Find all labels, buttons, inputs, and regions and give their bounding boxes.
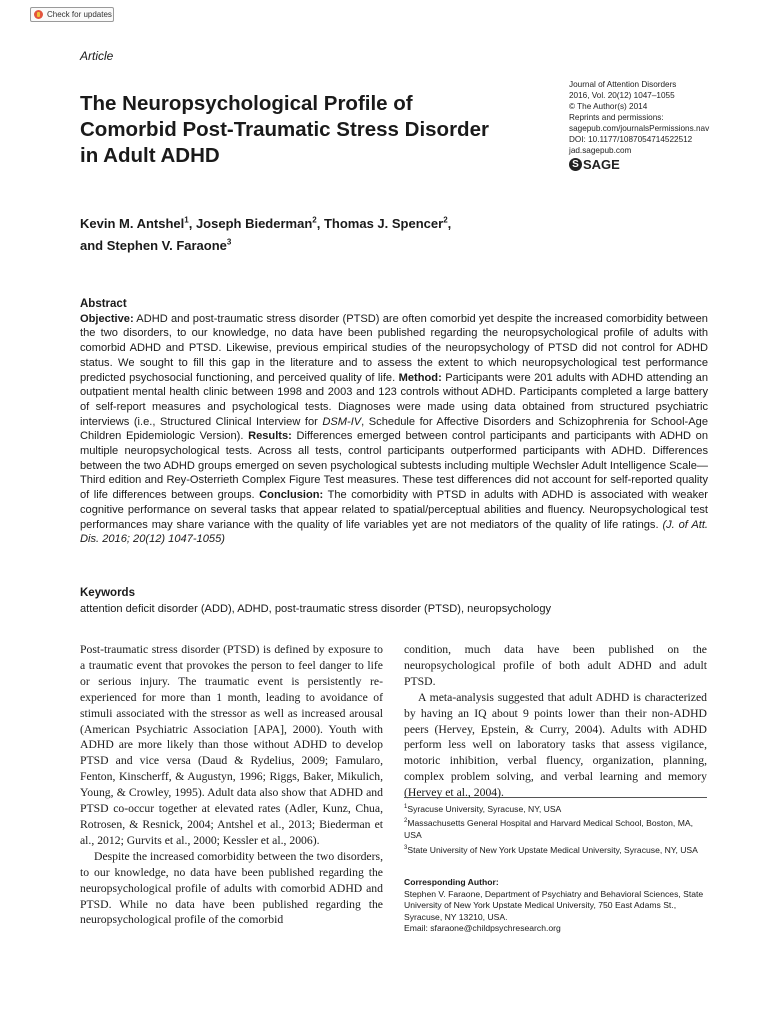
affiliations xyxy=(404,802,707,857)
results-label: Results: xyxy=(248,430,292,443)
method-text: Participants were 201 adults with ADHD attending an outpatient mental health clinic between 1998 and 2003 and 123 controls without ADHD. Participants completed a large battery of self-report measures and psychological tests. Diagnoses were made using data obtained from structured psychiatric interviews (i.e., Structured Clinical Interview for xyxy=(80,371,708,428)
author-list xyxy=(80,212,550,255)
objective-text: ADHD and post-traumatic stress disorder (PTSD) are often comorbid yet despite the increased comorbidity between the two disorders, to our knowledge, no data have been published regarding the neuropsychological profile of adults with comorbid ADHD and PTSD. Likewise, previous empirical studies of the neuropsychology of PTSD did not control for ADHD status. We sought to fill this gap in the literature and to assess the extent to which neuropsychological test performance predicted psychosocial functioning, and perceived quality of life. xyxy=(80,312,708,384)
reprints-label: Reprints and permissions: xyxy=(569,113,664,122)
journal-name: Journal of Attention Disorders xyxy=(569,80,677,89)
affiliation: $^2$Massachusetts General Hospital and Harvard Medical School, Boston, MA, USA xyxy=(404,818,693,840)
objective-label: Objective: xyxy=(80,312,134,325)
body-paragraph: A meta-analysis suggested that adult ADHD is characterized by having an IQ about 9 points lower than their non-ADHD peers (Hervey, Epstein, & Curry, 2004). Adults with ADHD perform less well on laboratory tasks that assess vigilance, motoric inhibition, verbal fluency, organization, planning, complex problem solving, and verbal learning and memory (Hervey et al., 2004). xyxy=(404,690,707,800)
conclusion-label: Conclusion: xyxy=(259,489,324,502)
conclusion-text: The comorbidity with PTSD in adults with ADHD is associated with weaker cognitive performance on several tasks that appear related to spatial/perceptual abilities and fluency. Neuropsychological test performances may share variance with the quality of life variables yet are not mediators of the quality of life ratings. xyxy=(80,489,708,531)
corresponding-address: Stephen V. Faraone, Department of Psychiatry and Behavioral Sciences, State University of New York Upstate Medical University, 750 East Adams St., Syracuse, NY 13210, USA. xyxy=(404,888,704,922)
journal-url[interactable]: jad.sagepub.com xyxy=(569,146,632,155)
abstract-heading: Abstract xyxy=(80,298,127,310)
keywords-text: attention deficit disorder (ADD), ADHD, post-traumatic stress disorder (PTSD), neuropsychology xyxy=(80,603,552,615)
corresponding-heading: Corresponding Author: xyxy=(404,877,499,887)
abstract xyxy=(80,297,708,547)
corresponding-author xyxy=(404,877,707,935)
body-column-right xyxy=(404,642,707,801)
body-paragraph: condition, much data have been published on the neuropsychological profile of both adult ADHD and adult PTSD. xyxy=(404,643,707,688)
affiliation: $^3$State University of New York Upstate Medical University, Syracuse, NY, USA xyxy=(404,844,698,855)
author: Thomas J. Spencer$^2$, xyxy=(323,216,452,232)
method-label: Method: xyxy=(398,371,442,384)
crossmark-icon xyxy=(34,10,43,19)
author: Joseph Biederman$^2$, xyxy=(195,216,324,232)
article-type-label: Article xyxy=(80,49,114,63)
check-for-updates-label: Check for updates xyxy=(47,10,112,19)
body-column-left xyxy=(80,642,383,928)
journal-info xyxy=(569,79,754,156)
publisher-logo xyxy=(569,157,620,172)
author: and Stephen V. Faraone$^3$ xyxy=(80,237,232,253)
body-paragraph: Despite the increased comorbidity between the two disorders, to our knowledge, no data have been published regarding the neuropsychological profile of adults with comorbid ADHD and PTSD. While no data have been published regarding the neuropsychological profile of the comorbid xyxy=(80,849,383,927)
dsm-iv: DSM-IV xyxy=(322,415,362,428)
keywords-heading: Keywords xyxy=(80,587,135,599)
keywords xyxy=(80,586,708,617)
footnote-divider xyxy=(404,797,707,798)
journal-volume: 2016, Vol. 20(12) 1047–1055 xyxy=(569,91,675,100)
sage-logo-icon: S xyxy=(569,158,582,171)
doi[interactable]: DOI: 10.1177/1087054714522512 xyxy=(569,135,693,144)
citation: (J. of Att. Dis. 2016; 20(12) 1047-1055) xyxy=(80,518,708,546)
method-text-cont: , Schedule for Affective Disorders and Schizophrenia for School-Age Children Epidemiologic Version). xyxy=(80,415,708,443)
permissions-link[interactable]: sagepub.com/journalsPermissions.nav xyxy=(569,124,710,133)
author: Kevin M. Antshel$^1$, xyxy=(80,216,196,232)
corresponding-email[interactable]: Email: sfaraone@childpsychresearch.org xyxy=(404,923,561,934)
publisher-name: SAGE xyxy=(583,157,620,172)
copyright: © The Author(s) 2014 xyxy=(569,102,648,111)
paper-title: The Neuropsychological Profile of Comorbid Post-Traumatic Stress Disorder in Adult ADHD xyxy=(80,92,489,167)
body-paragraph: Post-traumatic stress disorder (PTSD) is defined by exposure to a traumatic event that provokes the person to feel danger to life or serious injury. The traumatic event is persistently re-experienced for more than 1 month, leading to avoidance of stimuli associated with the stressor as well as increased arousal (American Psychiatric Association [APA], 2000). Youth with ADHD are more likely than those without ADHD to develop PTSD and vice versa (Daud & Rydelius, 2009; Famularo, Fenton, Kinscherff, & Augustyn, 1996; Riggs, Baker, Mikulich, Young, & Crowley, 1995). Adult data also show that ADHD and PTSD co-occur together at elevated rates (Adler, Kunz, Chua, Rotrosen, & Resnick, 2004; Antshel et al., 2013; Biederman et al., 2012; Gurvits et al., 2000; Kessler et al., 2006). xyxy=(80,643,383,847)
check-for-updates-badge[interactable] xyxy=(30,7,114,22)
results-text: Differences emerged between control participants and participants with ADHD on multiple neuropsychological tests. Across all tests, control participants outperformed participants with ADHD. Differences between the two ADHD groups emerged on seven psychological subtests including multiple Wechsler Adult Intelligence Scale—Third edition and Rey-Osterrieth Complex Figure Test measures. These test differences did not account for self-reported quality of life differences between groups. xyxy=(80,430,708,502)
affiliation: $^1$Syracuse University, Syracuse, NY, USA xyxy=(404,803,562,814)
